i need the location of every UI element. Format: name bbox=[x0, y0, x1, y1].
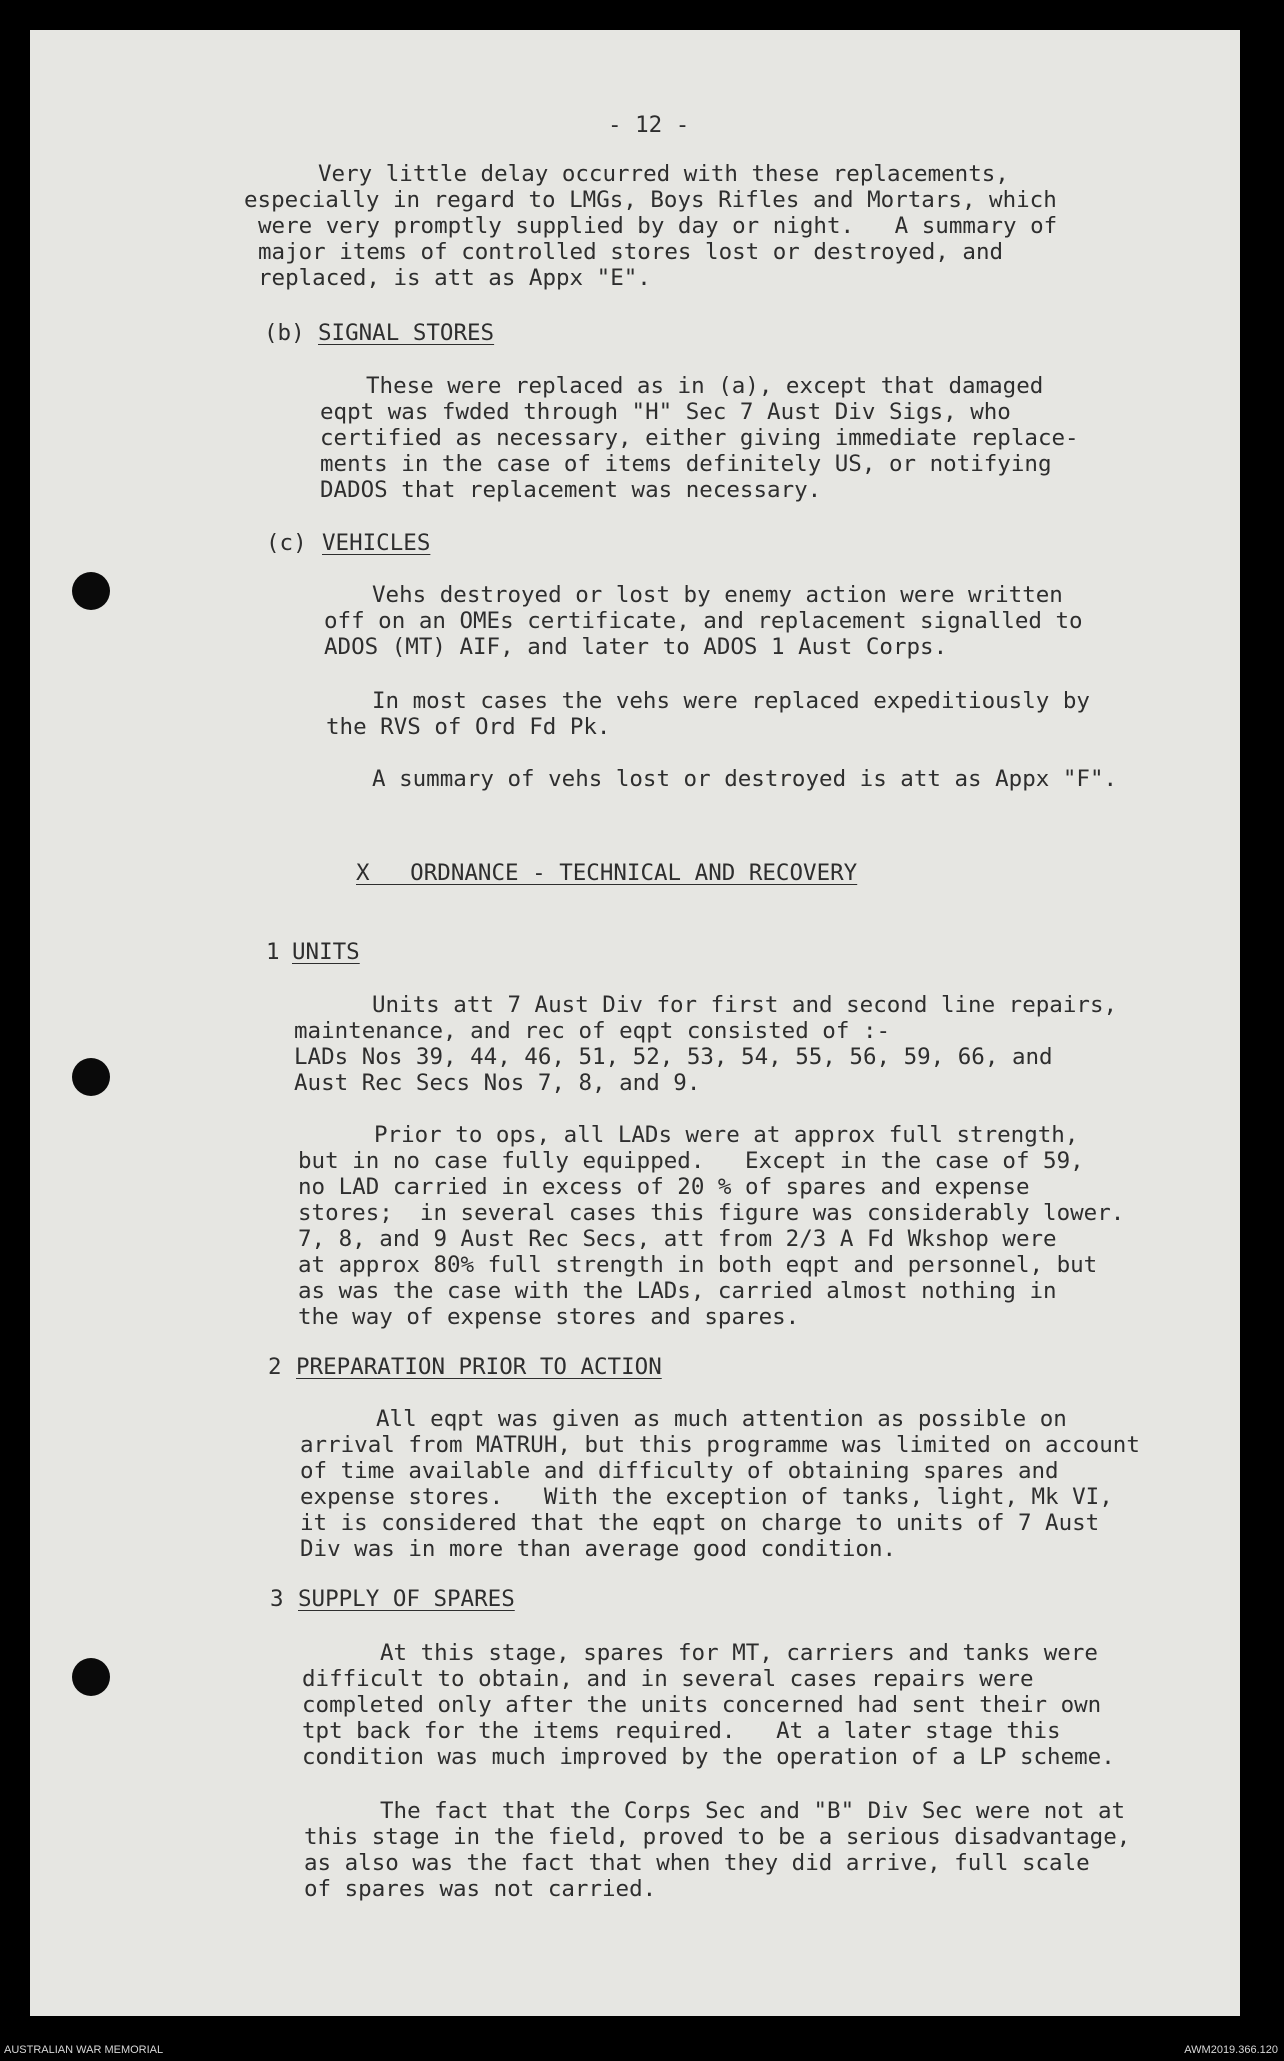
text-line: Prior to ops, all LADs were at approx full strength, bbox=[374, 1122, 1079, 1148]
text-line: as was the case with the LADs, carried almost nothing in bbox=[298, 1278, 1057, 1304]
section-heading: SIGNAL STORES bbox=[318, 320, 495, 346]
section-label: (c) bbox=[266, 530, 307, 556]
text-line: 7, 8, and 9 Aust Rec Secs, att from 2/3 A Fd Wkshop were bbox=[298, 1226, 1057, 1252]
text-line: These were replaced as in (a), except that damaged bbox=[366, 373, 1044, 399]
text-line: completed only after the units concerned had sent their own bbox=[302, 1692, 1102, 1718]
text-line: A summary of vehs lost or destroyed is att as Appx "F". bbox=[372, 766, 1118, 792]
text-line: LADs Nos 39, 44, 46, 51, 52, 53, 54, 55, 56, 59, 66, and bbox=[294, 1044, 1053, 1070]
text-line: difficult to obtain, and in several cases repairs were bbox=[302, 1666, 1034, 1692]
text-line: of time available and difficulty of obtaining spares and bbox=[300, 1458, 1059, 1484]
section-number: 3 bbox=[270, 1586, 284, 1612]
text-line: Units att 7 Aust Div for first and second line repairs, bbox=[372, 992, 1118, 1018]
text-line: at approx 80% full strength in both eqpt and personnel, but bbox=[298, 1252, 1098, 1278]
text-line: Vehs destroyed or lost by enemy action were written bbox=[372, 582, 1063, 608]
footer-source: AUSTRALIAN WAR MEMORIAL bbox=[4, 2044, 164, 2056]
section-heading: VEHICLES bbox=[322, 530, 431, 556]
text-line: condition was much improved by the operation of a LP scheme. bbox=[302, 1744, 1115, 1770]
text-line: All eqpt was given as much attention as possible on bbox=[376, 1406, 1067, 1432]
text-line: this stage in the field, proved to be a serious disadvantage, bbox=[304, 1824, 1131, 1850]
text-line: DADOS that replacement was necessary. bbox=[320, 477, 822, 503]
punch-hole bbox=[72, 1058, 110, 1096]
text-line: certified as necessary, either giving immediate replace- bbox=[320, 425, 1079, 451]
punch-hole bbox=[72, 572, 110, 610]
section-heading: SUPPLY OF SPARES bbox=[298, 1586, 515, 1612]
text-line: ments in the case of items definitely US, or notifying bbox=[320, 451, 1052, 477]
text-line: stores; in several cases this figure was considerably lower. bbox=[298, 1200, 1125, 1226]
section-number: 2 bbox=[268, 1354, 282, 1380]
text-line: replaced, is att as Appx "E". bbox=[258, 265, 651, 291]
text-line: tpt back for the items required. At a later stage this bbox=[302, 1718, 1061, 1744]
text-line: especially in regard to LMGs, Boys Rifles and Mortars, which bbox=[244, 187, 1057, 213]
text-line: the way of expense stores and spares. bbox=[298, 1304, 800, 1330]
text-line: but in no case fully equipped. Except in the case of 59, bbox=[298, 1148, 1084, 1174]
footer-reference: AWM2019.366.120 bbox=[1184, 2044, 1278, 2056]
text-line: maintenance, and rec of eqpt consisted of :- bbox=[294, 1018, 891, 1044]
text-line: were very promptly supplied by day or night. A summary of bbox=[258, 213, 1058, 239]
text-line: eqpt was fwded through "H" Sec 7 Aust Div Sigs, who bbox=[320, 399, 1011, 425]
part-heading: X ORDNANCE - TECHNICAL AND RECOVERY bbox=[356, 860, 858, 886]
text-line: The fact that the Corps Sec and "B" Div Sec were not at bbox=[380, 1798, 1126, 1824]
punch-hole bbox=[72, 1658, 110, 1696]
section-heading: PREPARATION PRIOR TO ACTION bbox=[296, 1354, 662, 1380]
text-line: the RVS of Ord Fd Pk. bbox=[326, 714, 611, 740]
text-line: no LAD carried in excess of 20 % of spares and expense bbox=[298, 1174, 1030, 1200]
text-line: expense stores. With the exception of tanks, light, Mk VI, bbox=[300, 1484, 1113, 1510]
text-line: ADOS (MT) AIF, and later to ADOS 1 Aust Corps. bbox=[324, 634, 948, 660]
section-number: 1 bbox=[266, 939, 280, 965]
text-line: it is considered that the eqpt on charge to units of 7 Aust bbox=[300, 1510, 1100, 1536]
section-label: (b) bbox=[264, 320, 305, 346]
document-page bbox=[30, 30, 1240, 2016]
text-line: Aust Rec Secs Nos 7, 8, and 9. bbox=[294, 1070, 701, 1096]
page-number: - 12 - bbox=[608, 112, 690, 138]
text-line: arrival from MATRUH, but this programme was limited on account bbox=[300, 1432, 1140, 1458]
text-line: as also was the fact that when they did arrive, full scale bbox=[304, 1850, 1090, 1876]
section-heading: UNITS bbox=[292, 939, 360, 965]
text-line: At this stage, spares for MT, carriers and tanks were bbox=[380, 1640, 1098, 1666]
text-line: In most cases the vehs were replaced expeditiously by bbox=[372, 688, 1090, 714]
text-line: Div was in more than average good condition. bbox=[300, 1536, 897, 1562]
text-line: of spares was not carried. bbox=[304, 1876, 657, 1902]
text-line: off on an OMEs certificate, and replacement signalled to bbox=[324, 608, 1083, 634]
text-line: major items of controlled stores lost or destroyed, and bbox=[258, 239, 1004, 265]
text-line: Very little delay occurred with these replacements, bbox=[318, 161, 1009, 187]
